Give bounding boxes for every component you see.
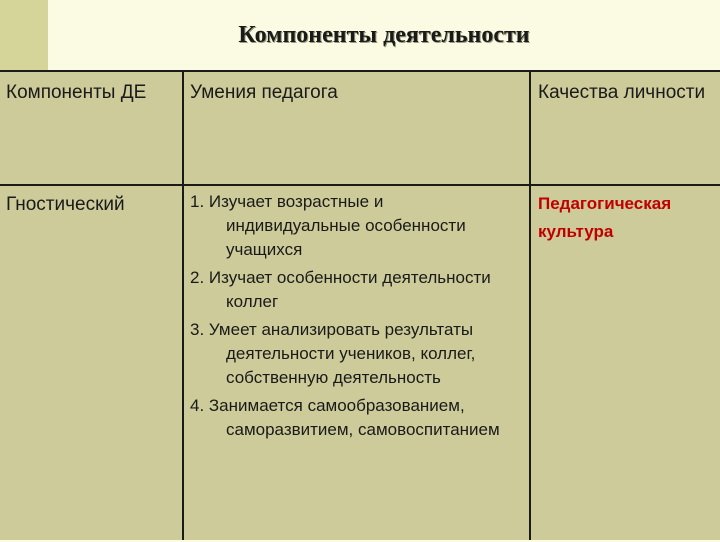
component-name: Гностический xyxy=(6,194,125,215)
table-row xyxy=(0,186,720,542)
column-divider xyxy=(182,72,184,540)
header-qualities: Качества личности xyxy=(538,82,706,103)
column-divider xyxy=(529,72,531,540)
skills-list xyxy=(190,190,520,442)
table-header-row xyxy=(0,72,720,186)
skill-item: 3. Умеет анализировать результаты деятельности учеников, коллег, собственную деятельность xyxy=(190,320,476,387)
title-accent-bar xyxy=(0,0,48,70)
skills-cell xyxy=(190,190,520,446)
quality-cell: Педагогическая культура xyxy=(538,194,672,241)
header-skills: Умения педагога xyxy=(190,82,338,103)
skill-item: 2. Изучает особенности деятельности коллег xyxy=(190,268,491,311)
components-table xyxy=(0,70,720,540)
slide-title: Компоненты деятельности xyxy=(238,21,530,48)
skill-item: 1. Изучает возрастные и индивидуальные особенности учащихся xyxy=(190,192,466,259)
header-components: Компоненты ДЕ xyxy=(6,82,147,103)
skill-item: 4. Занимается самообразованием, саморазвитием, самовоспитанием xyxy=(190,396,500,439)
